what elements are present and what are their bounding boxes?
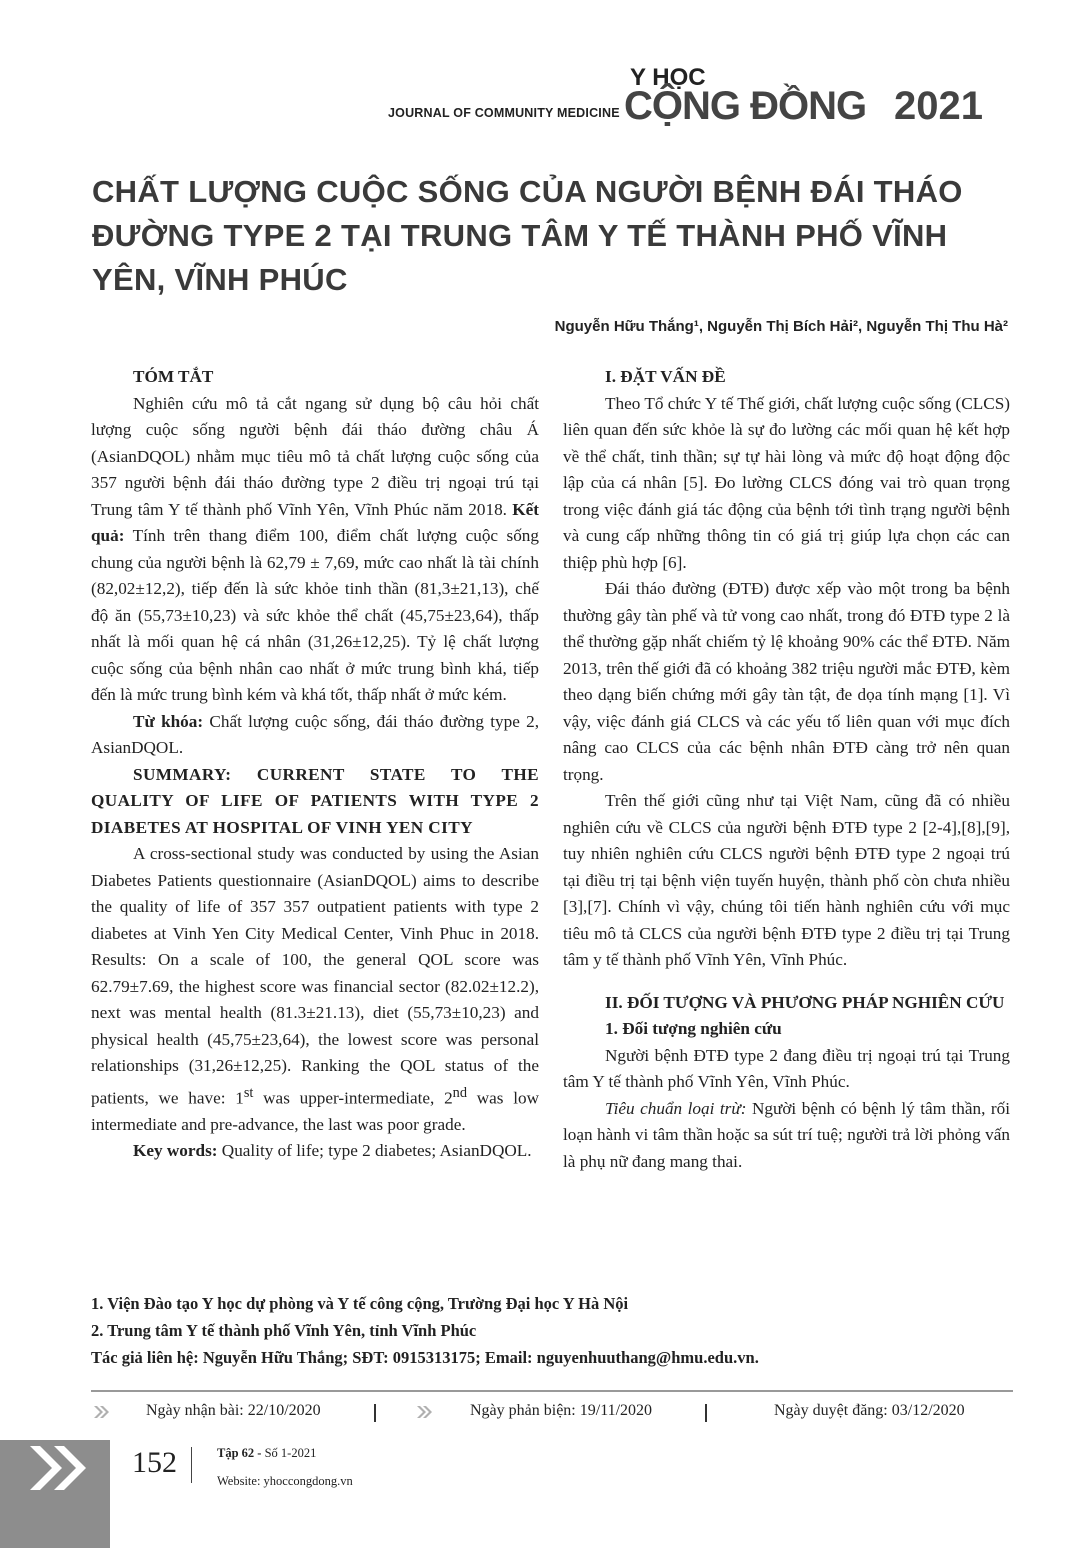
subjects-paragraph: Người bệnh ĐTĐ type 2 đang điều trị ngoại trú tại Trung tâm Y tế thành phố Vĩnh Yên, Vĩnh Phúc. (563, 1045, 1010, 1091)
affiliations (91, 1290, 759, 1371)
sup-nd: nd (452, 1084, 467, 1101)
right-column (563, 364, 1010, 1175)
journal-english-name: JOURNAL OF COMMUNITY MEDICINE (388, 106, 620, 120)
journal-logo-main: CỘNG ĐỒNG (624, 84, 867, 128)
section2-heading: II. ĐỐI TƯỢNG VÀ PHƯƠNG PHÁP NGHIÊN CỨU (605, 992, 1005, 1012)
abstract-text-1: Nghiên cứu mô tả cắt ngang sử dụng bộ câu hỏi chất lượng cuộc sống người bệnh đái tháo đường châu Á (AsianDQOL) nhằm mục tiêu mô tả chất lượng cuộc sống của 357 người bệnh đái tháo đường type 2 điều trị ngoại trú tại Trung tâm Y tế thành phố Vĩnh Yên, Vĩnh Phúc năm 2018. (91, 393, 539, 519)
summary-text-mid2: was low intermediate and pre-advance, the last was poor grade. (91, 1088, 539, 1134)
double-chevron-icon (0, 1440, 110, 1548)
summary-paragraph (91, 841, 539, 1138)
footer-separator (191, 1447, 192, 1483)
english-keywords-paragraph (91, 1138, 539, 1165)
intro-paragraph-2: Đái tháo đường (ĐTĐ) được xếp vào một trong ba bệnh thường gây tàn phế và tử vong cao nhất, trong đó ĐTĐ type 2 là thể thường gặp nhất chiếm tỷ lệ khoảng 90% các thể ĐTĐ. Năm 2013, trên thế giới đã có khoảng 382 triệu người mắc ĐTĐ, kèm theo dạng biến chứng mới gây tàn tật, đe dọa tính mạng [1]. Vì vậy, việc đánh giá CLCS và các yếu tố liên quan với mục đích nâng cao CLCS của các bệnh nhân ĐTĐ càng trở nên quan trọng. (563, 579, 1010, 784)
date-received: Ngày nhận bài: 22/10/2020 (146, 1402, 321, 1419)
journal-year: 2021 (894, 84, 983, 128)
keywords-text: Chất lượng cuộc sống, đái tháo đường type 2, AsianDQOL. (91, 711, 540, 757)
exclusion-label: Tiêu chuẩn loại trừ: (605, 1098, 747, 1118)
affiliation-2: 2. Trung tâm Y tế thành phố Vĩnh Yên, tỉnh Vĩnh Phúc (91, 1321, 477, 1340)
dates-divider (91, 1390, 1013, 1392)
left-column (91, 364, 539, 1165)
volume-label: Tập 62 - (217, 1446, 262, 1460)
date-reviewed: Ngày phản biện: 19/11/2020 (470, 1402, 653, 1419)
section1-heading: I. ĐẶT VẤN ĐỀ (605, 367, 726, 386)
subsection1-heading: 1. Đối tượng nghiên cứu (605, 1019, 782, 1038)
exclusion-text: Người bệnh có bệnh lý tâm thần, rối loạn hành vi tâm thần hoặc sa sút trí tuệ; người trả lời phỏng vấn là phụ nữ đang mang thai. (563, 1098, 1011, 1171)
journal-logo-top: Y HỌC (630, 64, 706, 91)
english-keywords-text: Quality of life; type 2 diabetes; AsianDQOL. (221, 1141, 532, 1161)
article-title: CHẤT LƯỢNG CUỘC SỐNG CỦA NGƯỜI BỆNH ĐÁI THÁO ĐƯỜNG TYPE 2 TẠI TRUNG TÂM Y TẾ THÀNH PHỐ VĨNH YÊN, VĨNH PHÚC (92, 174, 963, 297)
page-corner-block (0, 1440, 110, 1548)
article-authors: Nguyễn Hữu Thắng¹, Nguyễn Thị Bích Hải², Nguyễn Thị Thu Hà² (554, 318, 1008, 335)
summary-text-mid1: was upper-intermediate, 2 (253, 1088, 453, 1108)
corresponding-author: Tác giả liên hệ: Nguyễn Hữu Thắng; SĐT: 0915313175; Email: nguyenhuuthang@hmu.edu.vn. (91, 1348, 759, 1367)
issue-info (217, 1446, 316, 1461)
keywords-label: Từ khóa: (133, 711, 204, 731)
affiliation-1: 1. Viện Đào tạo Y học dự phòng và Y tế công cộng, Trường Đại học Y Hà Nội (91, 1294, 629, 1313)
abstract-paragraph (91, 391, 539, 709)
exclusion-paragraph (563, 1096, 1010, 1176)
intro-paragraph-3: Trên thế giới cũng như tại Việt Nam, cũng đã có nhiều nghiên cứu về CLCS của người bệnh ĐTĐ type 2 [2-4],[8],[9], tuy nhiên nghiên cứu CLCS người bệnh ĐTĐ type 2 ngoại trú tại điều trị tại bệnh viện tuyến huyện, thành phố còn chưa nhiều [3],[7]. Chính vì vậy, chúng tôi tiến hành nghiên cứu với mục tiêu mô tả CLCS của người bệnh ĐTĐ type 2 điều trị tại Trung tâm y tế thành phố Vĩnh Yên, Vĩnh Phúc. (563, 791, 1010, 969)
keywords-paragraph (91, 709, 539, 762)
journal-website: Website: yhoccongdong.vn (217, 1474, 353, 1488)
intro-paragraph-1: Theo Tổ chức Y tế Thế giới, chất lượng cuộc sống (CLCS) liên quan đến sức khỏe là sự đo lường các mối quan hệ kết hợp về thể chất, tinh thần; sự tự hài lòng và mức độ hoạt động độc lập của cá nhân [5]. Đo lường CLCS đóng vai trò quan trọng trong việc đánh giá tác động của bệnh tới tình trạng người bệnh và cung cấp những thông tin có giá trị giúp lựa chọn các can thiệp phù hợp [6]. (563, 393, 1010, 572)
issue-number: Số 1-2021 (261, 1446, 317, 1460)
date-accepted: Ngày duyệt đăng: 03/12/2020 (774, 1402, 965, 1419)
double-chevron-icon (416, 1405, 432, 1419)
abstract-text-2: Tính trên thang điểm 100, điểm chất lượng cuộc sống chung của người bệnh là 62,79 ± 7,69, mức cao nhất là tài chính (82,02±12,2), tiếp đến là sức khỏe tinh thần (81,3±21,13), chế độ ăn (55,73±10,23) và sức khỏe thể chất (45,75±23,64), thấp nhất là mối quan hệ cá nhân (31,26±12,25). Tỷ lệ chất lượng cuộc sống của bệnh nhân cao nhất ở mức trung bình khá, tiếp đến là mức trung bình kém và khá tốt, thấp nhất ở mức kém. (91, 526, 539, 704)
english-keywords-label: Key words: (133, 1141, 218, 1161)
double-chevron-icon (93, 1405, 109, 1419)
abstract-heading: TÓM TẮT (133, 367, 214, 386)
sup-st: st (243, 1084, 254, 1101)
page-number: 152 (132, 1446, 177, 1479)
results-label: Kết quả: (91, 499, 539, 545)
date-separator (705, 1404, 707, 1422)
date-separator (374, 1404, 376, 1422)
summary-text: A cross-sectional study was conducted by using the Asian Diabetes Patients questionnaire (AsianDQOL) aims to describe the quality of life of 357 357 outpatient patients with type 2 diabetes at Vinh Yen City Medical Center, Vinh Phuc in 2018. Results: On a scale of 100, the general QOL score was 62.79±7.69, the highest score was financial sector (82.02±12.2), next was mental health (81.3±21.13), diet (55,73±10,23) and physical health (45,75±23,64), the lowest score was personal relationships (31,26±12,25). Ranking the QOL status of the patients, we have: 1 (91, 844, 539, 1108)
summary-heading: SUMMARY: CURRENT STATE TO THE QUALITY OF LIFE OF PATIENTS WITH TYPE 2 DIABETES AT HOSPITAL OF VINH YEN CITY (91, 764, 539, 837)
